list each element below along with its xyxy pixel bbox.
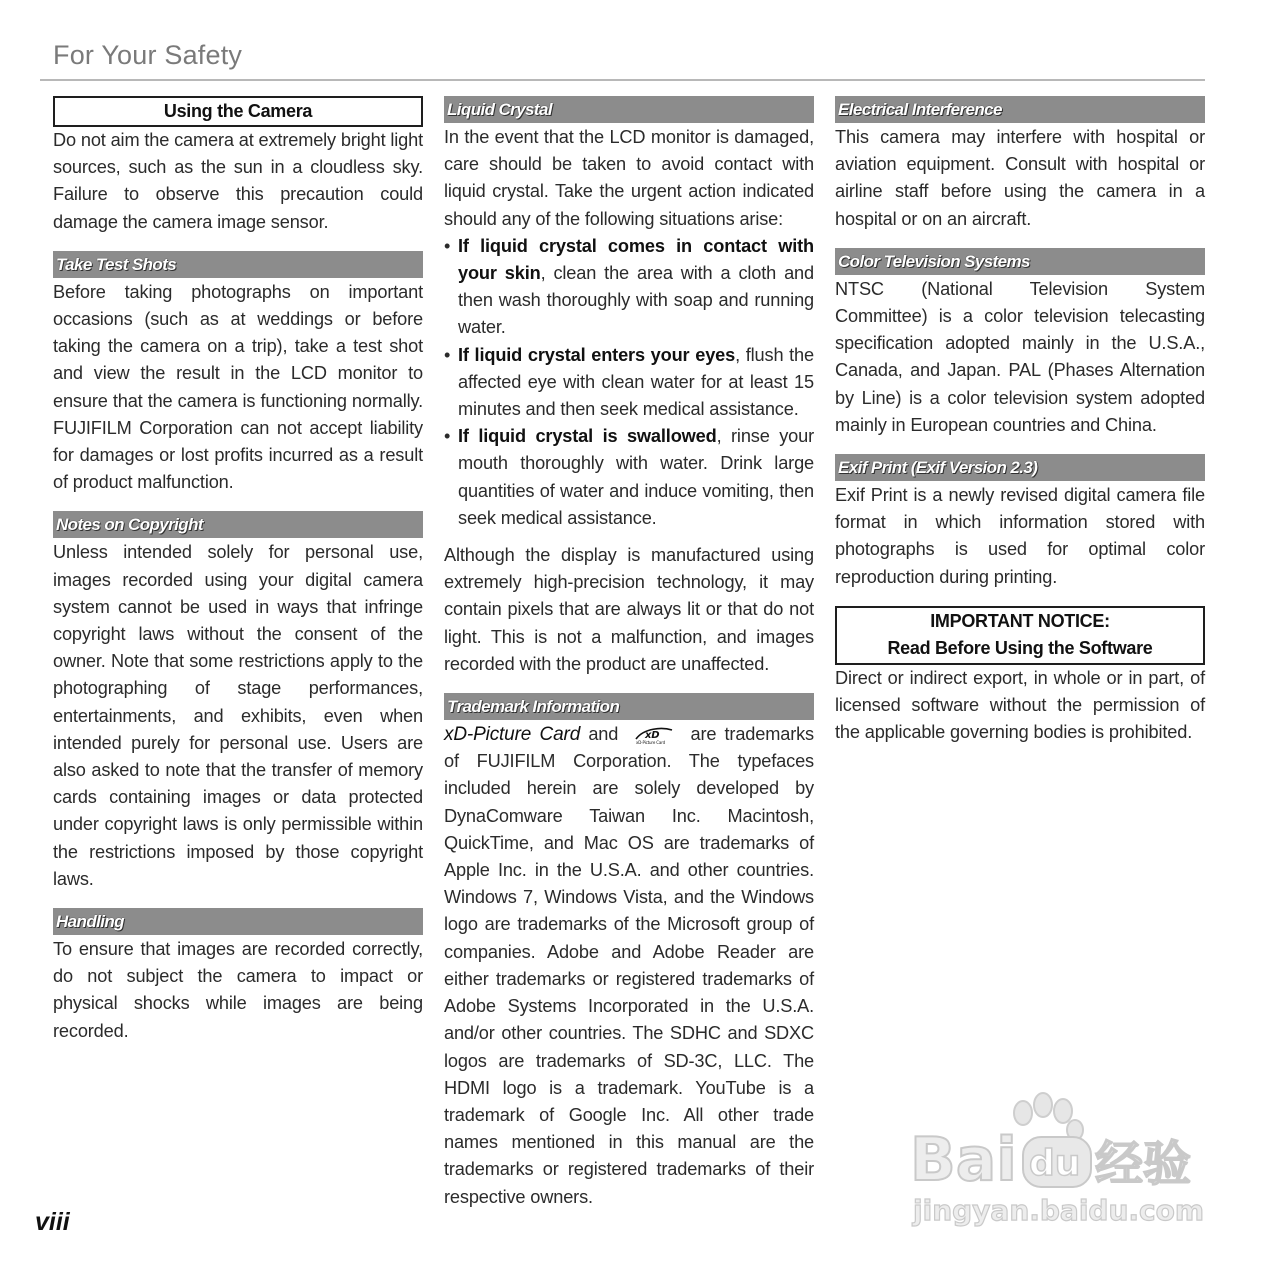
xd-logo-caption: xD-Picture Card <box>636 740 666 746</box>
exif-heading: Exif Print (Exif Version 2.3) <box>835 454 1205 481</box>
test-shots-heading: Take Test Shots <box>53 251 423 278</box>
test-shots-text: Before taking photographs on important occasions (such as at weddings or before taking the camera on a trip), take a test shot and view the result in the LCD monitor to ensure that the camera is functioning normally. FUJIFILM Corporation can not accept liability for damages or lost profits incurred as a result of product malfunction. <box>53 281 423 493</box>
list-item-text: , flush the affected eye with clean water for at least 15 minutes and then seek medical assistance. <box>458 344 814 420</box>
copyright-heading: Notes on Copyright <box>53 511 423 538</box>
list-item <box>444 342 814 424</box>
trademark-and: and <box>588 724 619 745</box>
list-item-text: , clean the area with a cloth and then wash thoroughly with soap and running water. <box>458 263 814 338</box>
using-camera-heading: Using the Camera <box>53 96 423 127</box>
exif-text: Exif Print is a newly revised digital camera file format in which information stored with photographs is used for optimal color reproduction during printing. <box>835 485 1205 587</box>
notice-text: Direct or indirect export, in whole or in part, of licensed software without the permission of the applicable governing bodies is prohibited. <box>835 667 1205 743</box>
list-item-bold: If liquid crystal comes in contact with your skin <box>458 235 814 284</box>
trademark-text <box>444 721 814 1211</box>
color-tv-heading: Color Television Systems <box>835 248 1205 275</box>
liquid-crystal-heading: Liquid Crystal <box>444 96 814 123</box>
xd-picture-card-name: xD-Picture Card <box>444 724 581 746</box>
liquid-crystal-list <box>444 233 814 532</box>
notice-heading-line2: Read Before Using the Software <box>887 637 1153 658</box>
xd-logo-icon <box>632 725 676 745</box>
copyright-text: Unless intended solely for personal use, images recorded using your digital camera system cannot be used in ways that infringe copyright laws without the consent of the owner. Note that some restrictions apply to the photographing of stage performances, entertainments, and exhibits, even when intended purely for personal use. Users are also asked to note that the transfer of memory cards containing images or data protected under copyright laws is only permissible within the restrictions imposed by those copyright laws. <box>53 542 423 889</box>
page-title: For Your Safety <box>53 40 243 70</box>
trademark-heading: Trademark Information <box>444 693 814 720</box>
svg-text:经验: 经验 <box>1095 1136 1192 1192</box>
trademark-are: are trademarks <box>690 724 814 745</box>
liquid-crystal-intro: In the event that the LCD monitor is damaged, care should be taken to avoid contact with liquid crystal. Take the urgent action indicated should any of the following situations arise: <box>444 127 814 229</box>
list-item-text: , rinse your mouth thoroughly with water. Drink large quantities of water and induce vomiting, then seek medical assistance. <box>458 426 814 528</box>
left-column <box>53 96 423 1045</box>
list-item-bold: If liquid crystal enters your eyes <box>458 344 736 365</box>
liquid-crystal-note: Although the display is manufactured using extremely high-precision technology, it may contain pixels that are always lit or that do not light. This is not a malfunction, and images recorded with the product are unaffected. <box>444 545 814 674</box>
using-camera-text: Do not aim the camera at extremely bright light sources, such as the sun in a cloudless sky. Failure to observe this precaution could damage the camera image sensor. <box>53 130 424 232</box>
svg-text:xD: xD <box>645 730 660 742</box>
page-number: viii <box>35 1208 70 1236</box>
color-tv-text: NTSC (National Television System Committee) is a color television telecasting specification adopted mainly in the U.S.A., Canada, and Japan. PAL (Phases Alternation by Line) is a color television system adopted mainly in European countries and China. <box>835 278 1205 435</box>
interference-text: This camera may interfere with hospital or aviation equipment. Consult with hospital or airline staff before using the camera in a hospital or on an aircraft. <box>835 127 1205 229</box>
svg-text:Bai: Bai <box>910 1125 1017 1195</box>
trademark-body: of FUJIFILM Corporation. The typefaces included herein are solely developed by DynaComware Taiwan Inc. Macintosh, QuickTime, and Mac OS are trademarks of Apple Inc. in the U.S.A. and other countries. Windows 7, Windows Vista, and the Windows logo are trademarks of the Microsoft group of companies. Adobe and Adobe Reader are either trademarks or registered trademarks of Adobe Systems Incorporated in the U.S.A. and/or other countries. The SDHC and SDXC logos are trademarks of SD-3C, LLC. The HDMI logo is a trademark. YouTube is a trademark of Google Inc. All other trade names mentioned in this manual are the trademarks or registered trademarks of their respective owners. <box>444 751 814 1207</box>
middle-column <box>444 96 814 1211</box>
notice-heading-line1: IMPORTANT NOTICE: <box>930 610 1110 631</box>
svg-text:du: du <box>1029 1143 1081 1184</box>
baidu-watermark-logo <box>905 1085 1205 1235</box>
title-divider <box>40 79 1205 81</box>
list-item-bold: If liquid crystal is swallowed <box>458 426 717 447</box>
important-notice-heading <box>835 606 1205 665</box>
svg-text:jingyan.baidu.com: jingyan.baidu.com <box>913 1194 1205 1227</box>
handling-text: To ensure that images are recorded correctly, do not subject the camera to impact or physical shocks while images are being recorded. <box>53 939 423 1041</box>
interference-heading: Electrical Interference <box>835 96 1205 123</box>
list-item <box>444 423 814 532</box>
right-column <box>835 96 1205 746</box>
handling-heading: Handling <box>53 908 423 935</box>
list-item <box>444 233 814 342</box>
